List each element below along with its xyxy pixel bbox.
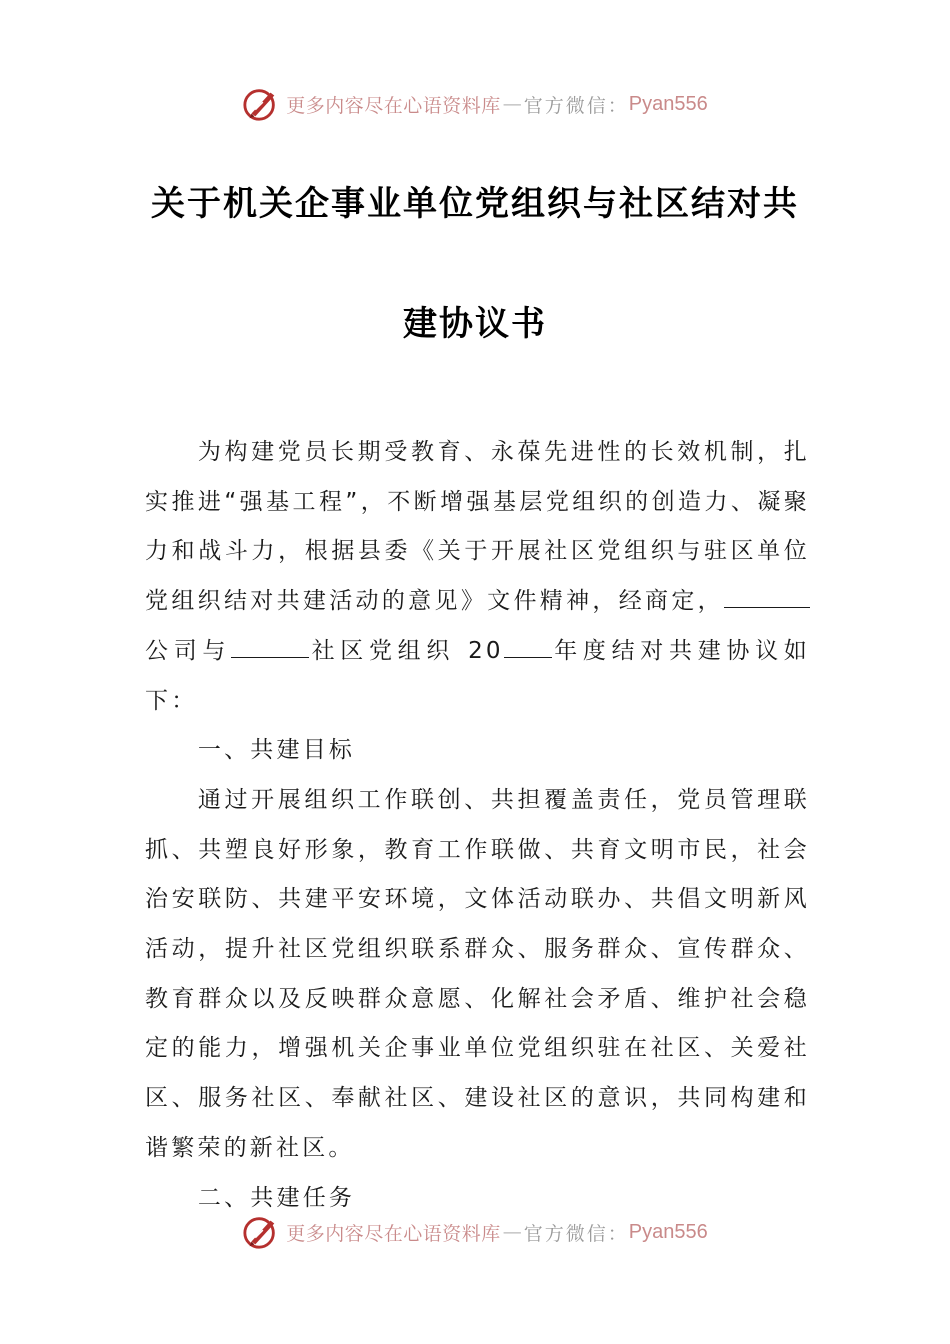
company-name-blank <box>724 586 810 608</box>
watermark-wechat-id: Pyan556 <box>628 1220 708 1243</box>
watermark-official-label: 官方微信： <box>523 94 629 117</box>
watermark-site-text: 更多内容尽在心语资料库 <box>286 1222 501 1245</box>
pen-circle-logo-icon <box>242 85 280 123</box>
watermark-wechat-id: Pyan556 <box>628 92 708 115</box>
watermark-footer <box>0 1212 950 1252</box>
intro-paragraph <box>145 428 810 726</box>
year-blank <box>504 636 552 658</box>
watermark-dash: — <box>502 93 522 115</box>
watermark-dash: — <box>502 1221 522 1243</box>
section1-body: 通过开展组织工作联创、共担覆盖责任，党员管理联抓、共塑良好形象，教育工作联做、共育文明市民，社会治安联防、共建平安环境，文体活动联办、共倡文明新风活动，提升社区党组织联系群众、服务群众、宣传群众、教育群众以及反映群众意愿、化解社会矛盾、维护社会稳定的能力，增强机关企事业单位党组织驻在社区、关爱社区、服务社区、奉献社区、建设社区的意识，共同构建和谐繁荣的新社区。 <box>145 786 810 1161</box>
section1-heading: 一、共建目标 <box>197 737 356 764</box>
intro-text-part2: 公司与 <box>145 637 232 664</box>
document-body <box>145 428 810 1223</box>
document-title-line2: 建协议书 <box>403 304 547 344</box>
watermark-site-text: 更多内容尽在心语资料库 <box>286 94 501 117</box>
intro-text-part3: 社区党组织 20 <box>309 637 504 664</box>
intro-text-part4: 年度结对共建协议如下： <box>145 637 810 714</box>
document-title-line1: 关于机关企事业单位党组织与社区结对共 <box>151 184 799 224</box>
community-name-blank <box>231 636 309 658</box>
watermark-header <box>0 84 950 124</box>
section2-heading: 二、共建任务 <box>197 1184 356 1211</box>
watermark-official-label: 官方微信： <box>523 1222 629 1245</box>
pen-circle-logo-icon <box>242 1213 280 1251</box>
intro-text-part1: 为构建党员长期受教育、永葆先进性的长效机制，扎实推进“强基工程”，不断增强基层党组织的创造力、凝聚力和战斗力，根据县委《关于开展社区党组织与驻区单位党组织结对共建活动的意见》文件精神，经商定， <box>145 439 810 615</box>
